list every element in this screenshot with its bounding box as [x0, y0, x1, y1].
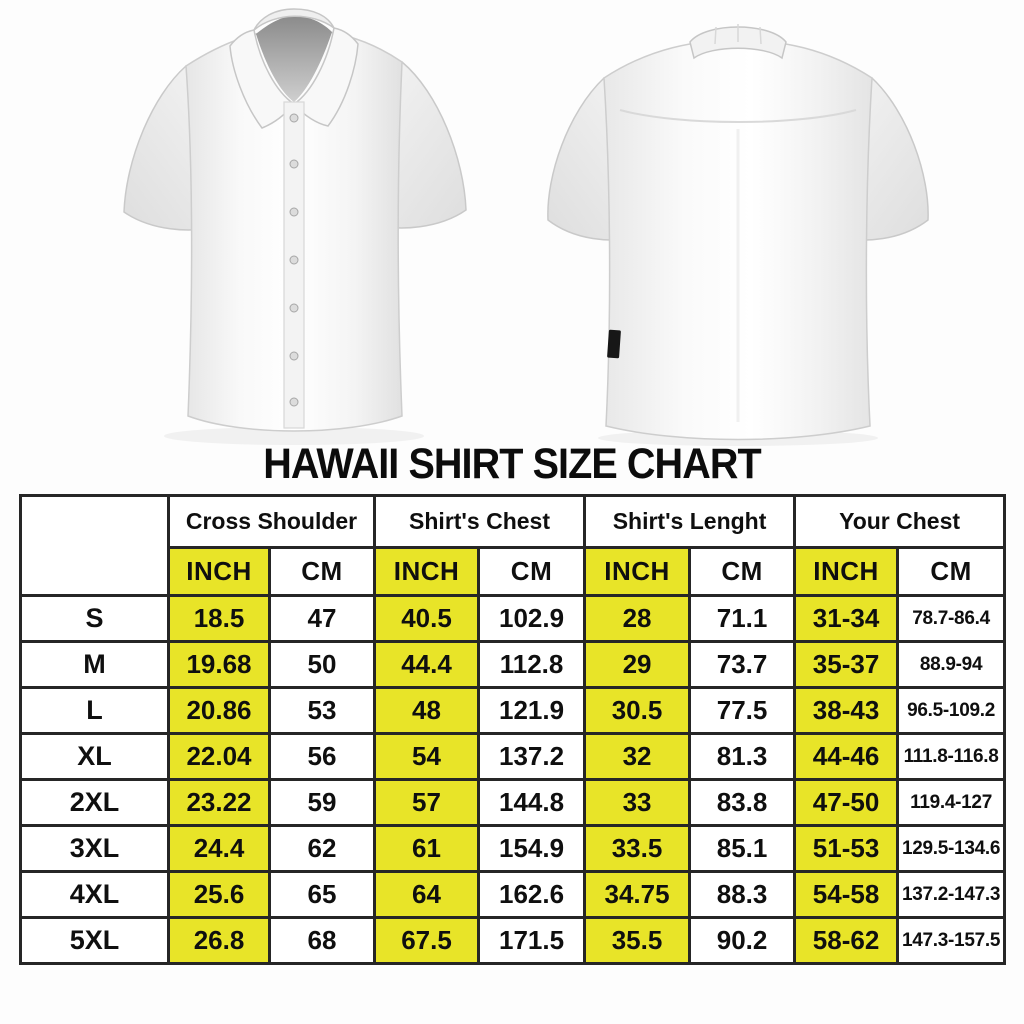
size-table [19, 494, 1006, 965]
table-cell: 44.4 [375, 642, 479, 688]
table-row [21, 826, 1005, 872]
page-title: HAWAII SHIRT SIZE CHART [263, 440, 761, 488]
table-cell: 121.9 [479, 688, 585, 734]
table-cell: 144.8 [479, 780, 585, 826]
table-cell: 102.9 [479, 596, 585, 642]
size-label: XL [21, 734, 169, 780]
table-cell: 83.8 [690, 780, 795, 826]
table-cell: 111.8-116.8 [898, 734, 1005, 780]
shirt-back-image [538, 14, 938, 448]
shirt-back-tag [607, 330, 621, 359]
table-cell: 54 [375, 734, 479, 780]
table-cell: 137.2-147.3 [898, 872, 1005, 918]
unit-inch-header: INCH [585, 548, 690, 596]
unit-inch-header: INCH [795, 548, 898, 596]
table-cell: 65 [270, 872, 375, 918]
group-cross-shoulder: Cross Shoulder [169, 496, 375, 548]
table-cell: 31-34 [795, 596, 898, 642]
table-cell: 59 [270, 780, 375, 826]
unit-cm-header: CM [270, 548, 375, 596]
table-cell: 33.5 [585, 826, 690, 872]
table-cell: 48 [375, 688, 479, 734]
table-row [21, 596, 1005, 642]
table-cell: 35.5 [585, 918, 690, 964]
size-label: L [21, 688, 169, 734]
group-shirts-chest: Shirt's Chest [375, 496, 585, 548]
table-cell: 35-37 [795, 642, 898, 688]
table-cell: 77.5 [690, 688, 795, 734]
table-cell: 54-58 [795, 872, 898, 918]
table-row [21, 780, 1005, 826]
corner-cell [21, 496, 169, 596]
table-cell: 19.68 [169, 642, 270, 688]
table-row [21, 734, 1005, 780]
table-cell: 23.22 [169, 780, 270, 826]
unit-inch-header: INCH [169, 548, 270, 596]
shirt-front-placket [284, 102, 304, 428]
table-cell: 50 [270, 642, 375, 688]
table-cell: 30.5 [585, 688, 690, 734]
table-cell: 171.5 [479, 918, 585, 964]
table-cell: 32 [585, 734, 690, 780]
table-cell: 96.5-109.2 [898, 688, 1005, 734]
table-cell: 85.1 [690, 826, 795, 872]
table-cell: 88.3 [690, 872, 795, 918]
table-cell: 47-50 [795, 780, 898, 826]
table-cell: 34.75 [585, 872, 690, 918]
table-cell: 73.7 [690, 642, 795, 688]
table-cell: 24.4 [169, 826, 270, 872]
size-label: M [21, 642, 169, 688]
table-cell: 20.86 [169, 688, 270, 734]
table-cell: 67.5 [375, 918, 479, 964]
table-cell: 22.04 [169, 734, 270, 780]
table-cell: 47 [270, 596, 375, 642]
unit-header-row [21, 548, 1005, 596]
unit-cm-header: CM [898, 548, 1005, 596]
size-label: S [21, 596, 169, 642]
table-cell: 26.8 [169, 918, 270, 964]
table-cell: 61 [375, 826, 479, 872]
unit-cm-header: CM [479, 548, 585, 596]
table-cell: 71.1 [690, 596, 795, 642]
table-cell: 88.9-94 [898, 642, 1005, 688]
table-cell: 38-43 [795, 688, 898, 734]
table-cell: 162.6 [479, 872, 585, 918]
table-cell: 81.3 [690, 734, 795, 780]
shirt-front-image [108, 0, 480, 448]
table-cell: 18.5 [169, 596, 270, 642]
table-cell: 28 [585, 596, 690, 642]
group-header-row [21, 496, 1005, 548]
table-cell: 62 [270, 826, 375, 872]
group-your-chest: Your Chest [795, 496, 1005, 548]
table-row [21, 642, 1005, 688]
unit-cm-header: CM [690, 548, 795, 596]
table-cell: 51-53 [795, 826, 898, 872]
size-label: 4XL [21, 872, 169, 918]
table-cell: 137.2 [479, 734, 585, 780]
table-cell: 29 [585, 642, 690, 688]
table-cell: 33 [585, 780, 690, 826]
unit-inch-header: INCH [375, 548, 479, 596]
group-shirts-lenght: Shirt's Lenght [585, 496, 795, 548]
table-cell: 90.2 [690, 918, 795, 964]
size-label: 3XL [21, 826, 169, 872]
table-row [21, 688, 1005, 734]
table-cell: 58-62 [795, 918, 898, 964]
table-row [21, 872, 1005, 918]
table-cell: 25.6 [169, 872, 270, 918]
table-cell: 119.4-127 [898, 780, 1005, 826]
table-row [21, 918, 1005, 964]
table-cell: 40.5 [375, 596, 479, 642]
size-label: 2XL [21, 780, 169, 826]
table-cell: 57 [375, 780, 479, 826]
table-cell: 68 [270, 918, 375, 964]
table-cell: 78.7-86.4 [898, 596, 1005, 642]
size-label: 5XL [21, 918, 169, 964]
table-cell: 154.9 [479, 826, 585, 872]
table-cell: 56 [270, 734, 375, 780]
table-cell: 53 [270, 688, 375, 734]
table-cell: 44-46 [795, 734, 898, 780]
table-cell: 147.3-157.5 [898, 918, 1005, 964]
table-cell: 112.8 [479, 642, 585, 688]
table-cell: 64 [375, 872, 479, 918]
table-cell: 129.5-134.6 [898, 826, 1005, 872]
